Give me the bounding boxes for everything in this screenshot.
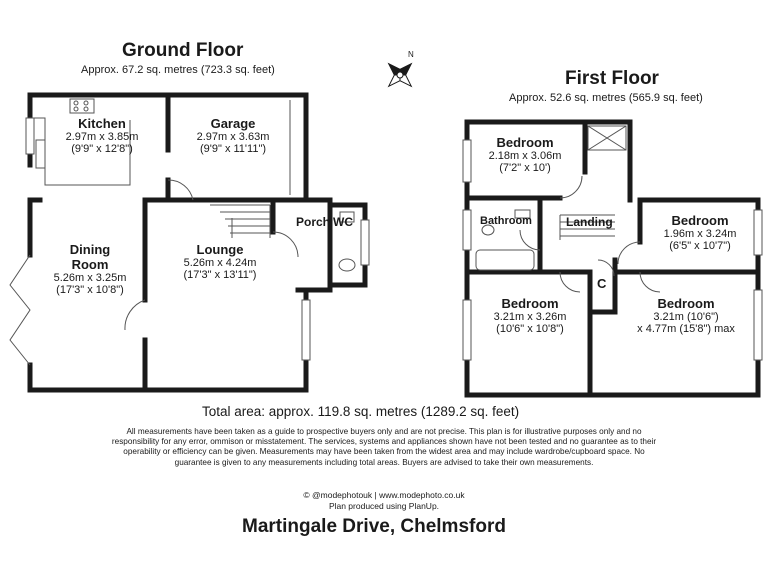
room-dining xyxy=(40,242,140,296)
room-bedroom-c xyxy=(480,296,580,335)
room-bedroom-b-dim-metric: 1.96m x 3.24m xyxy=(663,228,737,240)
room-dining-name-line1: Dining xyxy=(69,242,111,257)
room-lounge xyxy=(170,242,270,281)
room-kitchen-name: Kitchen xyxy=(78,116,126,131)
plan-credit: Plan produced using PlanUp. xyxy=(328,501,440,511)
ground-stairs xyxy=(210,205,270,238)
room-landing-name: Landing xyxy=(566,215,613,229)
room-bedroom-b xyxy=(650,213,750,252)
room-bedroom-c-dim-metric: 3.21m x 3.26m xyxy=(493,311,567,323)
room-kitchen xyxy=(52,116,152,155)
room-bedroom-d-name: Bedroom xyxy=(657,296,715,311)
total-area: Total area: approx. 119.8 sq. metres (1289.2 sq. feet) xyxy=(202,404,520,419)
compass-north-label: N xyxy=(408,50,414,59)
room-dining-dim-metric: 5.26m x 3.25m xyxy=(53,272,127,284)
room-bedroom-b-name: Bedroom xyxy=(671,213,729,228)
room-wc-name: WC xyxy=(333,215,353,229)
room-garage-dim-imperial: (9'9" x 11'11") xyxy=(199,143,267,155)
first-floor-title: First Floor xyxy=(565,68,659,89)
room-bedroom-b-dim-imperial: (6'5" x 10'7") xyxy=(669,240,731,252)
room-bedroom-c-name: Bedroom xyxy=(501,296,559,311)
ground-floor-area: Approx. 67.2 sq. metres (723.3 sq. feet) xyxy=(81,64,275,76)
disclaimer-text: All measurements have been taken as a guide to prospective buyers only and are not precise. This plan is for illustrative purposes only and no responsibility for any error, ommison or misstatement. The services, systems and appliances shown have not been tested and no guarantee as to their operability or efficiency can be given. Measurements may have been taken from the widest area and may include wardrobe/cupboard space. No guarantee is given to any measurements including total areas. Buyers are advised to take their own measurements. xyxy=(111,427,657,467)
first-floor-area: Approx. 52.6 sq. metres (565.9 sq. feet) xyxy=(509,92,703,104)
room-kitchen-dim-imperial: (9'9" x 12'8") xyxy=(71,143,133,155)
room-bedroom-a-dim-metric: 2.18m x 3.06m xyxy=(488,150,562,162)
room-cupboard-label: C xyxy=(597,276,607,291)
property-address: Martingale Drive, Chelmsford xyxy=(242,516,506,537)
room-dining-name-line2: Room xyxy=(71,257,109,272)
room-lounge-dim-metric: 5.26m x 4.24m xyxy=(183,257,257,269)
room-kitchen-dim-metric: 2.97m x 3.85m xyxy=(65,131,139,143)
room-bedroom-d-dim-metric: 3.21m (10'6") xyxy=(653,311,719,323)
room-dining-dim-imperial: (17'3" x 10'8") xyxy=(56,284,124,296)
room-garage xyxy=(183,116,283,155)
room-garage-dim-metric: 2.97m x 3.63m xyxy=(196,131,270,143)
room-lounge-name: Lounge xyxy=(196,242,244,257)
room-bedroom-c-dim-imperial: (10'6" x 10'8") xyxy=(496,323,564,335)
room-bedroom-a-name: Bedroom xyxy=(496,135,554,150)
room-bedroom-a xyxy=(475,135,575,174)
room-bedroom-a-dim-imperial: (7'2" x 10') xyxy=(499,162,551,174)
room-lounge-dim-imperial: (17'3" x 13'11") xyxy=(183,269,257,281)
room-bedroom-d-dim-imperial: x 4.77m (15'8") max xyxy=(637,323,735,335)
room-garage-name: Garage xyxy=(210,116,256,131)
ground-floor-title: Ground Floor xyxy=(122,40,244,61)
room-bedroom-d xyxy=(626,296,746,335)
room-porch-name: Porch xyxy=(296,215,331,229)
room-bathroom-name: Bathroom xyxy=(480,215,532,227)
compass-rose xyxy=(386,61,414,89)
credit-line: © @modephotouk | www.modephoto.co.uk xyxy=(303,490,465,500)
